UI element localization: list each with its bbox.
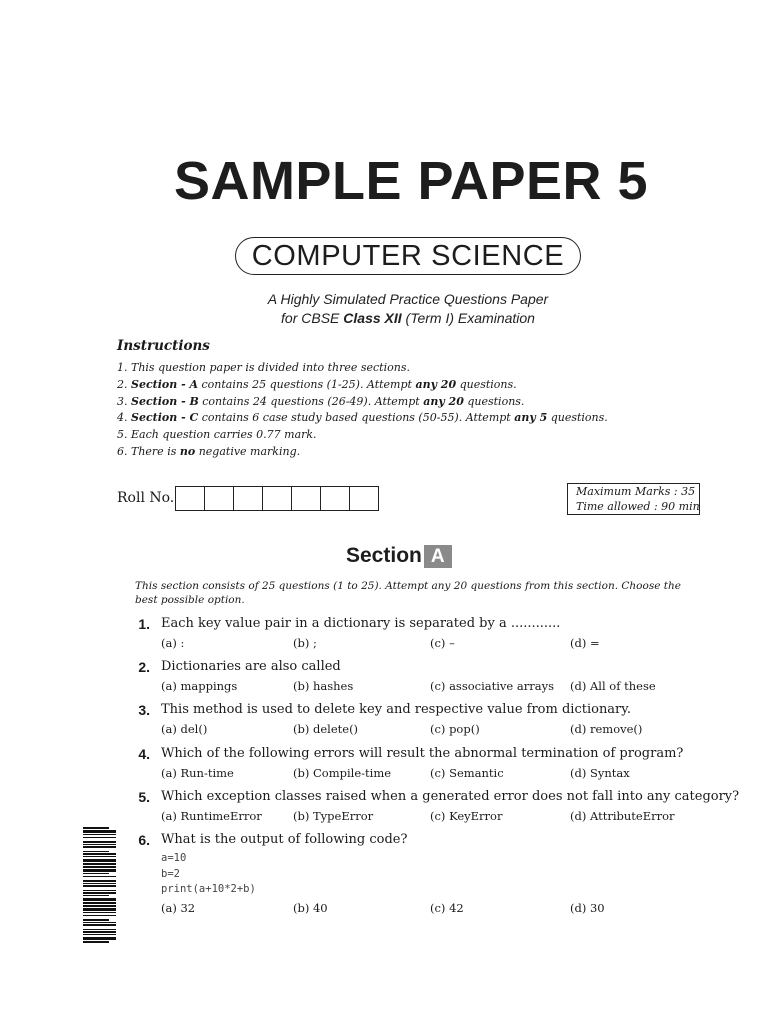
question-number: 3. — [138, 702, 150, 718]
answer-option: (d) 30 — [570, 900, 605, 915]
barcode-bar — [83, 929, 116, 930]
instruction-text: 5. Each question carries 0.77 mark. — [117, 428, 317, 442]
marks-time-box — [567, 483, 700, 515]
question-text: Each key value pair in a dictionary is separated by a ............ — [161, 616, 561, 631]
barcode-bar — [83, 866, 116, 868]
answer-option: (d) Syntax — [570, 766, 630, 780]
answer-option: (d) All of these — [570, 679, 656, 693]
question-text: Dictionaries are also called — [161, 659, 341, 674]
roll-number-boxes[interactable] — [176, 486, 379, 511]
subtitle-line-2 — [0, 309, 768, 328]
barcode-bar — [83, 912, 116, 913]
barcode-bar — [83, 890, 116, 891]
answer-option: (d) remove() — [570, 722, 643, 736]
answer-option: (b) TypeError — [293, 809, 374, 823]
barcode-bar — [83, 934, 116, 935]
instruction-text: 3. — [117, 394, 131, 408]
answer-option: (b) Compile-time — [293, 766, 392, 780]
instruction-text: 6. There is — [117, 444, 180, 458]
instruction-item — [117, 427, 608, 444]
answer-option: (a) RuntimeError — [161, 809, 262, 823]
barcode-bar — [83, 846, 116, 848]
section-heading — [346, 544, 452, 568]
barcode-bar — [83, 915, 116, 916]
instruction-bold: no — [179, 444, 196, 458]
barcode-bar — [83, 876, 116, 877]
subtitle-post: (Term I) Examination — [401, 310, 535, 326]
instruction-bold: any 5 — [514, 411, 548, 425]
question-text: This method is used to delete key and respective value from dictionary. — [161, 702, 632, 717]
barcode-image — [83, 827, 116, 944]
instruction-bold: Section - C — [131, 411, 199, 425]
time-allowed: Time allowed : 90 min — [576, 499, 700, 513]
barcode-bar — [83, 841, 116, 843]
paper-subtitle — [0, 290, 768, 328]
roll-number-label: Roll No. — [117, 490, 175, 506]
answer-option: (a) : — [161, 636, 185, 650]
instruction-item — [117, 377, 608, 394]
barcode-bar — [83, 859, 116, 862]
section-letter-badge: A — [424, 545, 452, 568]
answer-option: (c) – — [430, 636, 455, 650]
answer-option: (b) delete() — [293, 722, 359, 736]
instruction-text: 2. — [117, 377, 131, 391]
answer-option: (c) pop() — [430, 722, 480, 736]
answer-option: (b) 40 — [293, 900, 328, 915]
barcode-bar — [83, 902, 116, 904]
answer-option: (a) Run-time — [161, 766, 234, 780]
section-word: Section — [346, 544, 422, 567]
barcode-bar — [83, 827, 109, 829]
answer-option: (a) 32 — [161, 900, 196, 915]
barcode-bar — [83, 851, 109, 852]
question-text: Which of the following errors will result the abnormal termination of program? — [161, 746, 684, 761]
answer-option: (b) ; — [293, 636, 317, 650]
section-note: This section consists of 25 questions (1 to 25). Attempt any 20 questions from this section. Choose the best possible option. — [135, 580, 681, 606]
roll-digit-box[interactable] — [175, 486, 205, 511]
instruction-text: contains 6 case study based questions (50-55). Attempt — [198, 411, 515, 425]
instruction-text: contains 25 questions (1-25). Attempt — [198, 377, 416, 391]
instructions-heading: Instructions — [117, 338, 210, 354]
barcode-bar — [83, 883, 116, 884]
instruction-text: questions. — [456, 377, 517, 391]
barcode-bar — [83, 834, 116, 835]
roll-digit-box[interactable] — [262, 486, 292, 511]
barcode-bar — [83, 895, 109, 896]
instruction-bold: Section - A — [131, 377, 198, 391]
answer-option: (b) hashes — [293, 679, 354, 693]
question-text: What is the output of following code? — [161, 832, 408, 847]
code-line: print(a+10*2+b) — [161, 883, 256, 895]
question-number: 4. — [138, 746, 150, 762]
instruction-text: questions. — [463, 394, 525, 408]
instruction-text: 1. This question paper is divided into three sections. — [117, 361, 410, 374]
subtitle-pre: for CBSE — [281, 310, 344, 326]
barcode-bar — [83, 931, 116, 933]
instructions-list — [117, 360, 608, 461]
max-marks: Maximum Marks : 35 — [576, 485, 696, 498]
roll-digit-box[interactable] — [349, 486, 379, 511]
roll-digit-box[interactable] — [320, 486, 350, 511]
roll-digit-box[interactable] — [291, 486, 321, 511]
question-number: 6. — [138, 832, 150, 848]
subject-badge: COMPUTER SCIENCE — [235, 237, 581, 275]
answer-option: (c) 42 — [430, 900, 464, 915]
barcode-bar — [83, 873, 109, 874]
question-number: 2. — [138, 659, 150, 675]
barcode-bar — [83, 898, 116, 901]
answer-option: (a) del() — [161, 722, 208, 736]
barcode-bar — [83, 853, 116, 855]
answer-option: (a) mappings — [161, 679, 238, 693]
instruction-item — [117, 444, 608, 461]
barcode-bar — [83, 941, 109, 943]
paper-title: SAMPLE PAPER 5 — [173, 151, 649, 211]
instruction-item — [117, 410, 608, 427]
barcode-bar — [83, 844, 116, 845]
question-text: Which exception classes raised when a generated error does not fall into any category? — [161, 789, 740, 804]
subtitle-class: Class XII — [343, 310, 402, 326]
code-line: b=2 — [161, 867, 180, 880]
barcode-bar — [83, 922, 116, 923]
barcode-bar — [83, 885, 116, 887]
code-line: a=10 — [161, 852, 187, 864]
barcode-bar — [83, 869, 116, 872]
answer-option: (d) AttributeError — [570, 809, 675, 823]
question-number: 1. — [138, 616, 150, 632]
barcode-bar — [83, 830, 116, 833]
barcode-bar — [83, 856, 116, 857]
question-number: 5. — [138, 789, 150, 805]
barcode-bar — [83, 924, 116, 926]
code-snippet — [161, 851, 256, 898]
instruction-text: contains 24 questions (26-49). Attempt — [198, 394, 424, 408]
barcode-bar — [83, 837, 116, 838]
answer-option: (c) KeyError — [430, 809, 503, 823]
barcode-bar — [83, 937, 116, 940]
answer-option: (c) associative arrays — [430, 679, 554, 693]
barcode-bar — [83, 905, 116, 907]
barcode-bar — [83, 908, 116, 911]
instruction-item — [117, 360, 608, 377]
barcode-bar — [83, 919, 109, 921]
instruction-text: 4. — [117, 411, 131, 425]
barcode-bar — [83, 880, 116, 882]
roll-digit-box[interactable] — [233, 486, 263, 511]
barcode-bar — [83, 892, 116, 894]
answer-option: (c) Semantic — [430, 766, 504, 780]
instruction-bold: any 20 — [423, 394, 464, 408]
answer-option: (d) = — [570, 636, 600, 650]
instruction-bold: any 20 — [415, 377, 457, 391]
barcode-bar — [83, 863, 116, 865]
roll-digit-box[interactable] — [204, 486, 234, 511]
subtitle-line-1: A Highly Simulated Practice Questions Paper — [267, 291, 549, 307]
instruction-text: negative marking. — [195, 444, 301, 458]
instruction-bold: Section - B — [131, 394, 199, 408]
instruction-text: questions. — [547, 411, 608, 425]
instruction-item — [117, 394, 608, 411]
